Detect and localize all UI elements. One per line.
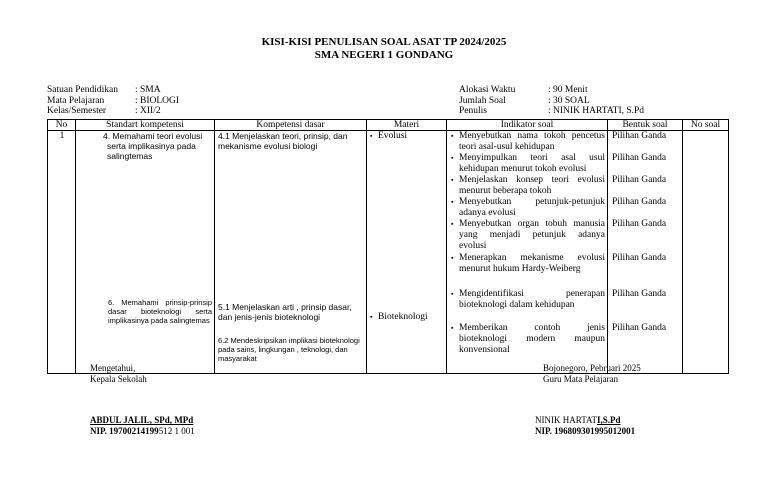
teacher-name (535, 415, 621, 426)
cell-no (48, 131, 76, 374)
bullet-icon: ▪ (451, 198, 454, 206)
table-header-row (48, 120, 729, 131)
bentuk-item: Pilihan Ganda (612, 153, 667, 163)
principal-nip-rest: 512 1 001 (158, 426, 195, 436)
bentuk-item: Pilihan Ganda (612, 197, 667, 207)
indikator-item: Mengidentifikasi penerapan bioteknologi dalam kehidupan (459, 289, 605, 310)
cell-standart-kompetensi (76, 131, 215, 374)
bentuk-item: Pilihan Ganda (612, 219, 667, 229)
bentuk-item: Pilihan Ganda (612, 131, 667, 141)
bullet-icon: ▪ (451, 132, 454, 140)
indikator-item: Menerapkan mekanisme evolusi menurut hukum Hardy-Weiberg (459, 253, 605, 274)
indikator-item: Menjelaskan konsep teori evolusi menurut beberapa tokoh (459, 175, 605, 196)
teacher-name-a: NINIK HARTAT (535, 415, 597, 425)
principal-nip-label: NIP. 19700214199 (90, 426, 159, 436)
meta-value: : 90 Menit (548, 85, 588, 95)
teacher-name-b: I,S.Pd (596, 415, 621, 425)
materi-bioteknologi: Bioteknologi (378, 312, 428, 322)
bullet-icon: ▪ (451, 154, 454, 162)
kd-6-2: 6.2 Mendeskripsikan implikasi bioteknologi pada sains, lingkungan , teknologi, dan masyarakat (218, 336, 360, 363)
principal-nip (90, 426, 195, 437)
cell-materi (367, 131, 447, 374)
bentuk-item: Pilihan Ganda (612, 323, 667, 333)
meta-label: Satuan Pendidikan (47, 85, 118, 95)
meta-value: : NINIK HARTATI, S.Pd (548, 106, 645, 116)
cell-indikator-soal (447, 131, 608, 374)
bullet-icon: ▪ (451, 324, 454, 332)
meta-value: : XII/2 (135, 106, 161, 116)
cell-no-soal (683, 131, 729, 374)
place-date: Bojonegoro, Pebruari 2025 (543, 363, 641, 373)
bentuk-item: Pilihan Ganda (612, 175, 667, 185)
table-row (48, 131, 729, 374)
indikator-item: Menyebutkan nama tokoh pencetus teori asal-usul kehidupan (459, 131, 605, 152)
cell-kompetensi-dasar (215, 131, 367, 374)
meta-label: Mata Pelajaran (47, 95, 105, 106)
bullet-icon: ▪ (451, 290, 454, 298)
meta-label: Penulis (459, 106, 487, 116)
kisi-kisi-table (47, 119, 729, 374)
header-materi: Materi (367, 120, 447, 131)
meta-label: Kelas/Semester (47, 106, 107, 116)
guru-label: Guru Mata Pelajaran (543, 374, 618, 384)
header-indikator-soal: Indikator soal (447, 120, 608, 131)
indikator-item: Menyebutkan organ tobuh manusia yang menjadi petunjuk adanya evolusi (459, 219, 605, 251)
bullet-icon: ▪ (370, 313, 373, 321)
row-number: 1 (59, 131, 65, 141)
meta-label: Jumlah Soal (459, 95, 506, 106)
mengetahui-label: Mengetahui, (90, 363, 136, 373)
header-kompetensi-dasar: Kompetensi dasar (215, 120, 367, 131)
meta-value: : BIOLOGI (135, 95, 180, 106)
header-no: No (48, 120, 76, 131)
indikator-item: Menyebutkan petunjuk-petunjuk adanya evolusi (459, 197, 605, 218)
kd-4-1: 4.1 Menjelaskan teori, prinsip, dan mekanisme evolusi biologi (218, 131, 348, 151)
header-bentuk-soal: Bentuk soal (608, 120, 683, 131)
bentuk-item: Pilihan Ganda (612, 253, 667, 263)
meta-left (47, 85, 179, 117)
sk-bioteknologi: 6. Memahami prinsip-prinsip dasar bioteknologi serta implikasinya pada salingtemas (108, 298, 212, 325)
teacher-nip: NIP. 196809301995012001 (535, 426, 636, 436)
school-name: SMA NEGERI 1 GONDANG (314, 49, 454, 61)
bullet-icon: ▪ (451, 254, 454, 262)
bullet-icon: ▪ (370, 132, 373, 140)
kd-5-1: 5.1 Menjelaskan arti , prinsip dasar, dan jenis-jenis bioteknologi (218, 302, 352, 322)
meta-value: : 30 SOAL (548, 95, 590, 106)
bullet-icon: ▪ (451, 220, 454, 228)
principal-name: ABDUL JALIL, SPd, MPd (90, 415, 194, 425)
meta-right (459, 85, 644, 117)
kepala-sekolah-label: Kepala Sekolah (90, 374, 147, 384)
bentuk-item: Pilihan Ganda (612, 289, 667, 299)
meta-value: : SMA (135, 85, 161, 95)
materi-evolusi: Evolusi (378, 131, 408, 141)
cell-bentuk-soal (608, 131, 683, 374)
header-no-soal: No soal (683, 120, 729, 131)
bullet-icon: ▪ (451, 176, 454, 184)
document-title: KISI-KISI PENULISAN SOAL ASAT TP 2024/2025 (261, 36, 507, 48)
header-standart-kompetensi: Standart kompetensi (76, 120, 215, 131)
indikator-item: Menyimpulkan teori asal usul kehidupan menurut tokoh evolusi (459, 153, 605, 174)
sk-evolusi: 4. Memahami teori evolusi serta implikasinya pada salingtemas (103, 131, 203, 161)
meta-label: Alokasi Waktu (459, 85, 516, 95)
indikator-item: Memberikan contoh jenis bioteknologi modern maupun konvensional (459, 323, 605, 355)
